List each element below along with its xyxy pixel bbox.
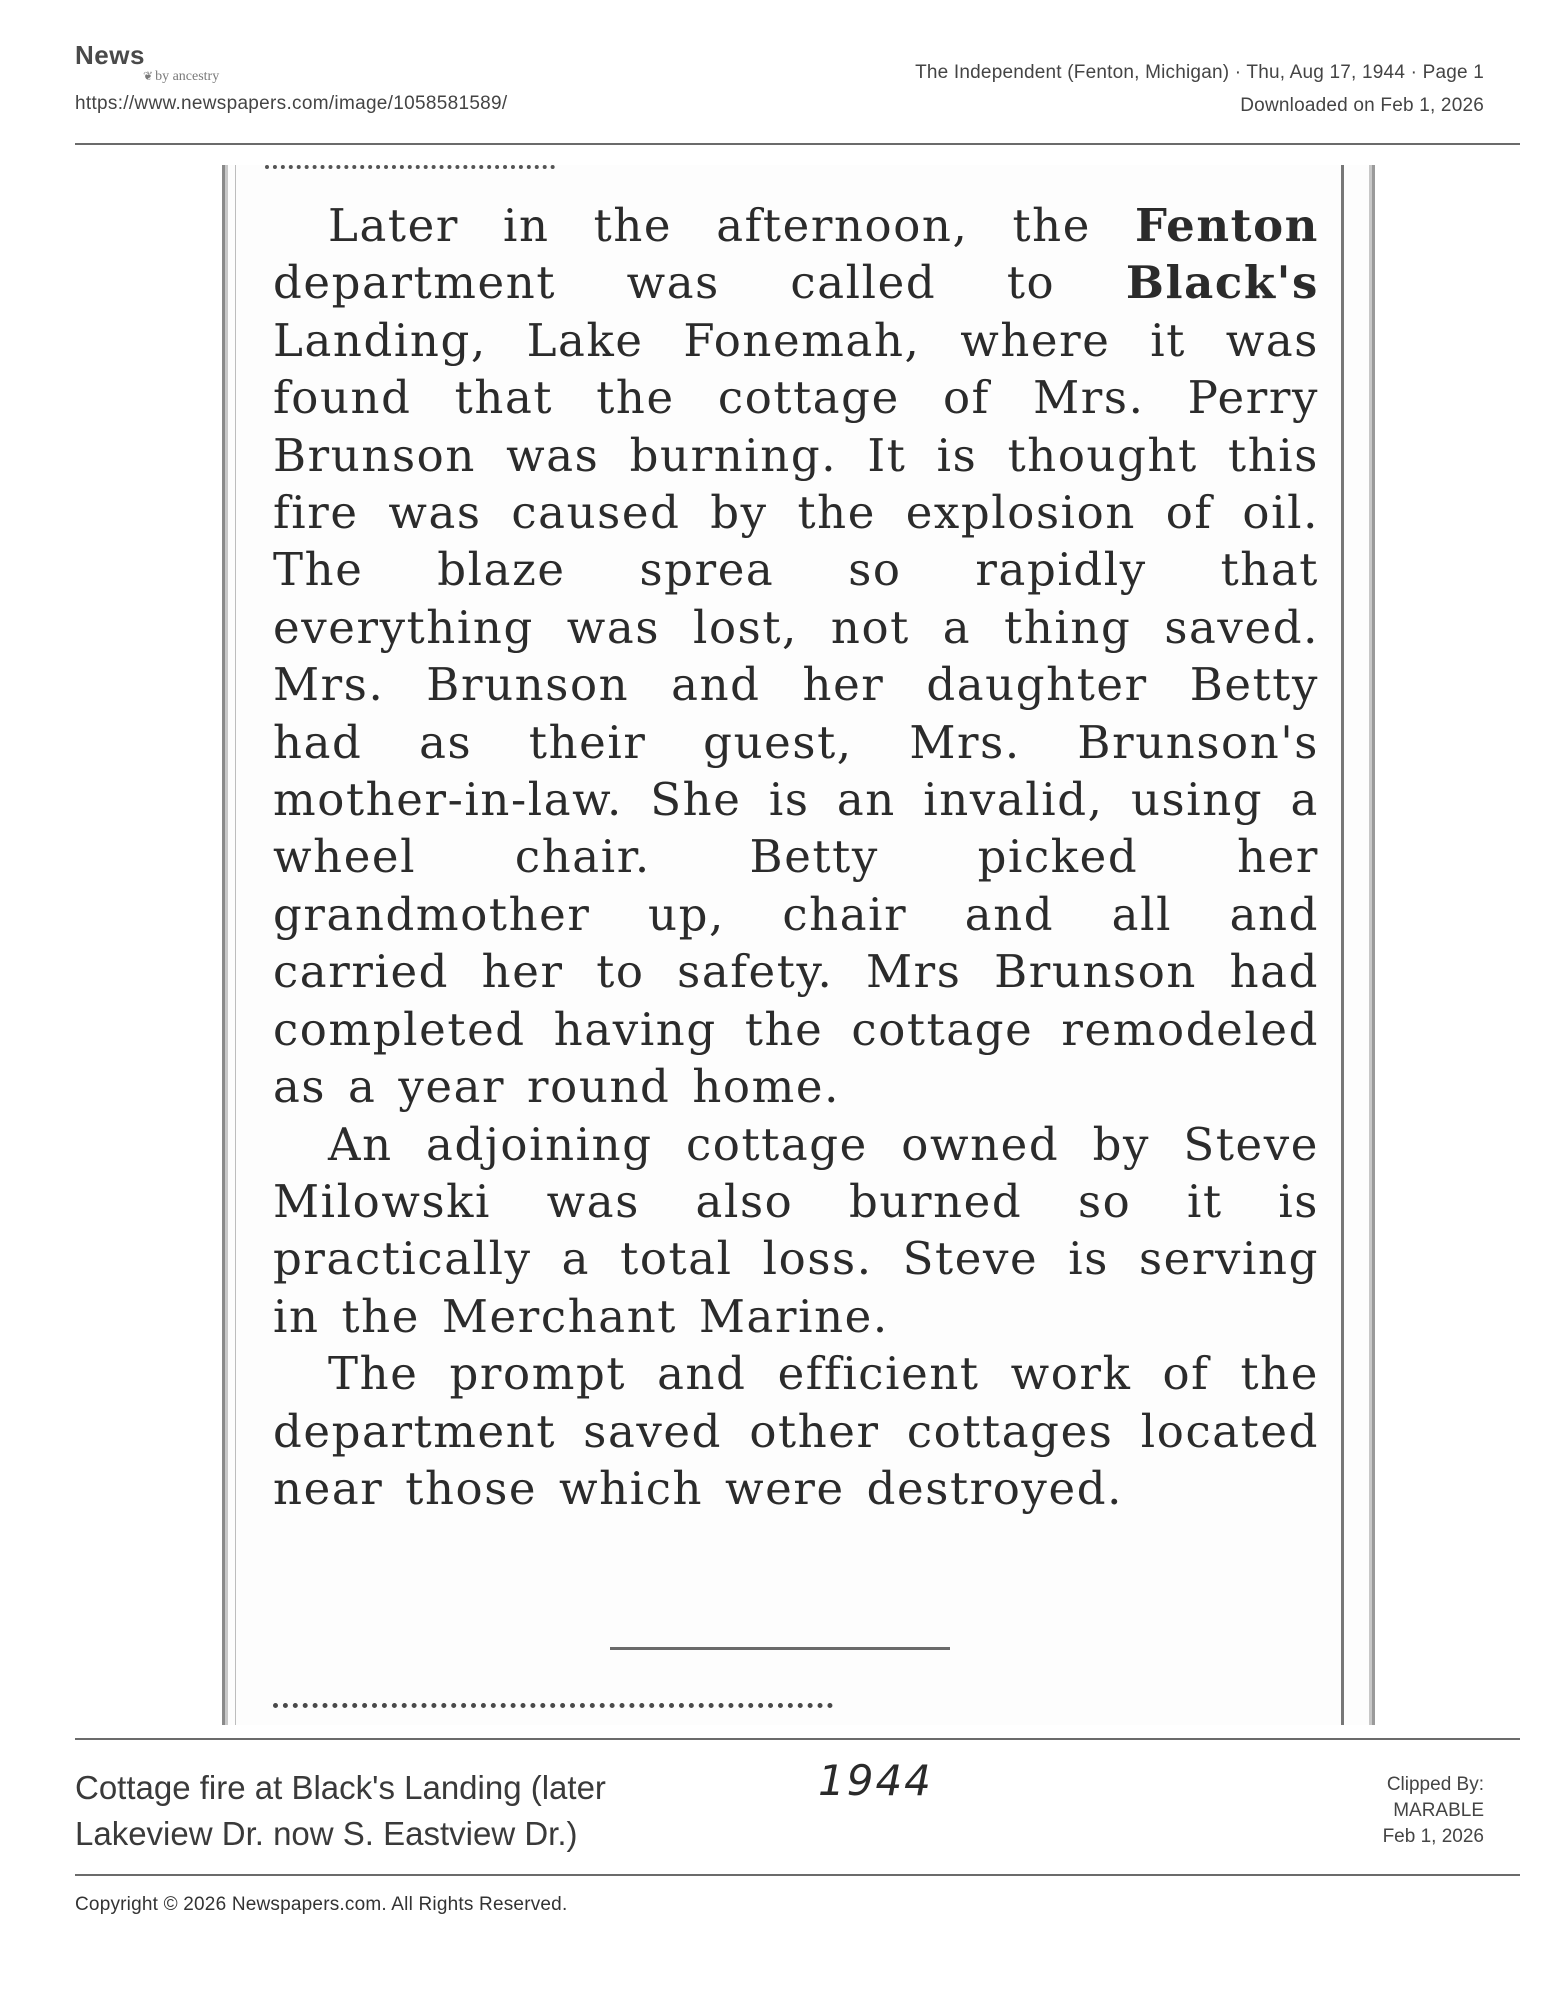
ancestry-sublogo xyxy=(143,69,675,85)
clipped-by-info xyxy=(1383,1772,1484,1850)
ancestry-leaf-icon: ❦ xyxy=(143,69,154,83)
newspapers-logo: News xyxy=(75,40,145,70)
clipping-right-border xyxy=(1341,165,1344,1725)
copyright-notice: Copyright © 2026 Newspapers.com. All Rights Reserved. xyxy=(75,1894,568,1915)
clipping-bottom-remnant xyxy=(273,1703,833,1714)
header-divider xyxy=(75,143,1520,145)
clipping-top-remnant xyxy=(265,165,555,179)
clipped-date: Feb 1, 2026 xyxy=(1382,1826,1484,1847)
handwritten-year: 1944 xyxy=(818,1756,933,1805)
clipped-by-user[interactable]: MARABLE xyxy=(1393,1800,1484,1821)
article-body xyxy=(273,197,1319,1517)
article-paragraph: An adjoining cottage owned by Steve Milowski was also burned so it is practically a total loss. Steve is serving in the Merchant Marine. xyxy=(273,1117,1319,1343)
image-url[interactable]: https://www.newspapers.com/image/1058581589/ xyxy=(75,93,508,114)
newspaper-clipping xyxy=(222,165,1375,1725)
caption-line: Cottage fire at Black's Landing (later xyxy=(75,1769,606,1806)
clip-caption xyxy=(75,1765,735,1857)
header-source-info xyxy=(915,56,1484,122)
ancestry-sublogo-text: by ancestry xyxy=(155,69,220,84)
download-date: Downloaded on Feb 1, 2026 xyxy=(1240,95,1484,116)
article-paragraph: The prompt and efficient work of the department saved other cottages located near those which were destroyed. xyxy=(273,1347,1319,1515)
article-separator-rule xyxy=(610,1647,950,1650)
header-branding xyxy=(75,40,675,115)
footer-divider xyxy=(75,1874,1520,1876)
source-citation: The Independent (Fenton, Michigan) · Thu, Aug 17, 1944 · Page 1 xyxy=(915,62,1484,83)
article-paragraph: Later in the afternoon, the Fenton department was called to Black's Landing, Lake Fonemah, where it was found that the cottage of Mrs. Perry Brunson was burning. It is thought this fire was caused by the explosion of oil. The blaze sprea so rapidly that everything was lost, not a thing saved. Mrs. Brunson and her daughter Betty had as their guest, Mrs. Brunson's mother-in-law. She is an invalid, using a wheel chair. Betty picked her grandmother up, chair and all and carried her to safety. Mrs Brunson had completed having the cottage remodeled as a year round home. xyxy=(273,199,1319,1114)
clipping-bottom-divider xyxy=(75,1738,1520,1740)
clipped-by-label: Clipped By: xyxy=(1386,1774,1484,1795)
caption-line: Lakeview Dr. now S. Eastview Dr.) xyxy=(75,1815,578,1852)
clipping-left-border xyxy=(235,165,236,1725)
